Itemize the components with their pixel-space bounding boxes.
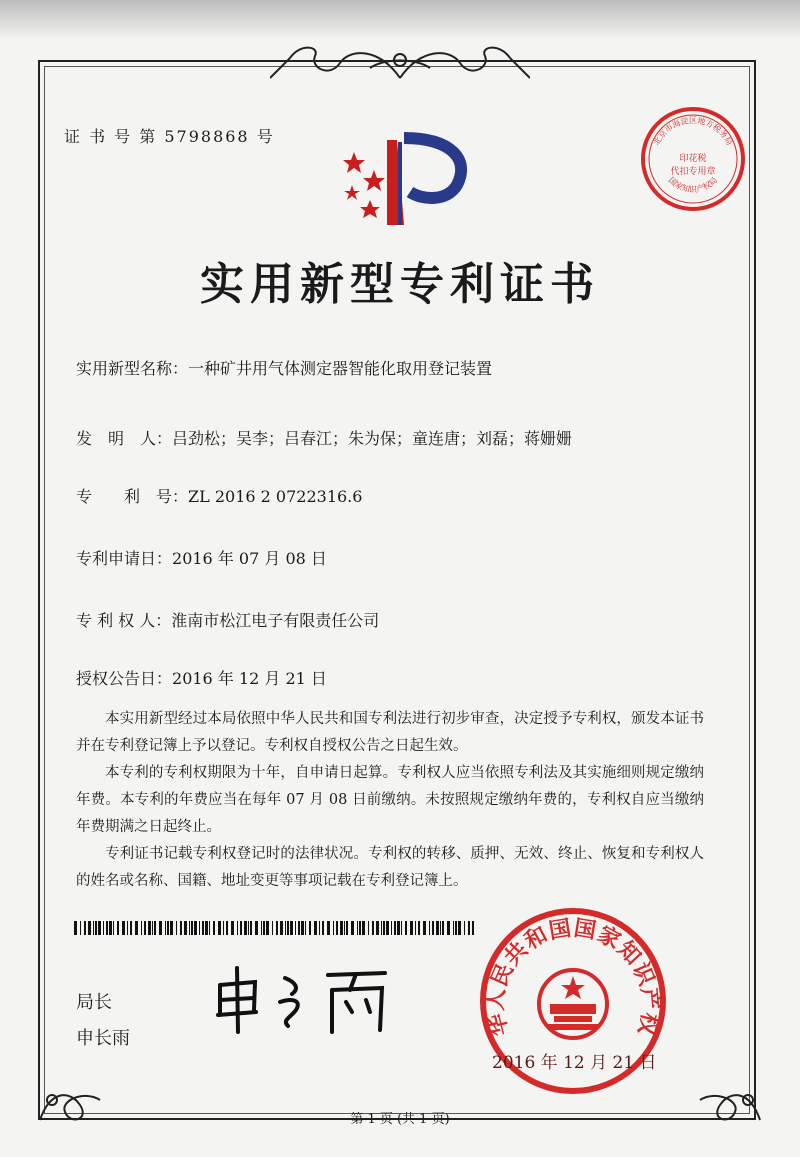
- barcode: [74, 921, 474, 935]
- field-label: 实用新型名称：: [76, 359, 189, 378]
- field-value: ZL 2016 2 0722316.6: [188, 487, 363, 506]
- tax-seal-line-1: 印花税: [679, 154, 707, 164]
- certificate-body: [76, 706, 704, 895]
- certificate-title: 实用新型专利证书: [200, 259, 600, 310]
- tax-seal-line-2: 代扣专用章: [670, 167, 716, 177]
- director-signature: [210, 960, 410, 1040]
- body-paragraph-3: 专利证书记载专利权登记时的法律状况。专利权的转移、质押、无效、终止、恢复和专利权人的姓名或名称、国籍、地址变更等事项记载在专利登记簿上。: [76, 846, 704, 889]
- tax-seal-arc-top: 北京市海淀区地方税务局: [651, 116, 735, 147]
- director-name: 申长雨: [76, 1028, 130, 1049]
- tax-stamp-seal: [640, 106, 746, 212]
- scan-shadow: [0, 0, 800, 40]
- field-label: 专 利 号：: [76, 487, 189, 506]
- director-title: 局长: [76, 992, 112, 1013]
- field-value: 2016 年 07 月 08 日: [172, 549, 327, 568]
- field-value: 吕劲松；吴李；吕春江；朱为保；童连唐；刘磊；蒋姗姗: [172, 429, 573, 448]
- field-value: 2016 年 12 月 21 日: [172, 669, 327, 688]
- page-info: 第 1 页 (共 1 页): [350, 1112, 450, 1127]
- field-inventors: [76, 426, 572, 449]
- seal-date: 2016 年 12 月 21 日: [492, 1053, 657, 1073]
- field-patentee: [76, 608, 379, 631]
- field-application-date: [76, 546, 327, 569]
- tax-seal-arc-bottom: 国家知识产权局: [666, 175, 720, 195]
- field-utility-model-name: [76, 356, 492, 379]
- field-value: 一种矿井用气体测定器智能化取用登记装置: [188, 359, 493, 378]
- field-label: 专 利 权 人：: [76, 611, 172, 630]
- field-value: 淮南市松江电子有限责任公司: [171, 611, 380, 630]
- office-seal-text: 华人民共和国国家知识产权: [483, 916, 663, 1039]
- field-label: 发 明 人：: [76, 429, 173, 448]
- field-label: 授权公告日：: [76, 669, 173, 688]
- body-paragraph-1: 本实用新型经过本局依照中华人民共和国专利法进行初步审查，决定授予专利权，颁发本证书并在专利登记簿上予以登记。专利权自授权公告之日起生效。: [76, 711, 704, 754]
- field-label: 专利申请日：: [76, 549, 173, 568]
- svg-text:国家知识产权局: [667, 176, 719, 195]
- field-patent-number: [76, 484, 362, 507]
- top-ornament: [270, 38, 530, 88]
- certificate-number: 证 书 号 第 5798868 号: [64, 127, 275, 146]
- patent-office-logo: [332, 130, 472, 230]
- field-grant-date: [76, 666, 327, 689]
- body-paragraph-2: 本专利的专利权期限为十年，自申请日起算。专利权人应当依照专利法及其实施细则规定缴纳年费。本专利的年费应当在每年 07 月 08 日前缴纳。未按照规定缴纳年费的，专利权自应当缴纳年费期满之日起终止。: [76, 765, 704, 835]
